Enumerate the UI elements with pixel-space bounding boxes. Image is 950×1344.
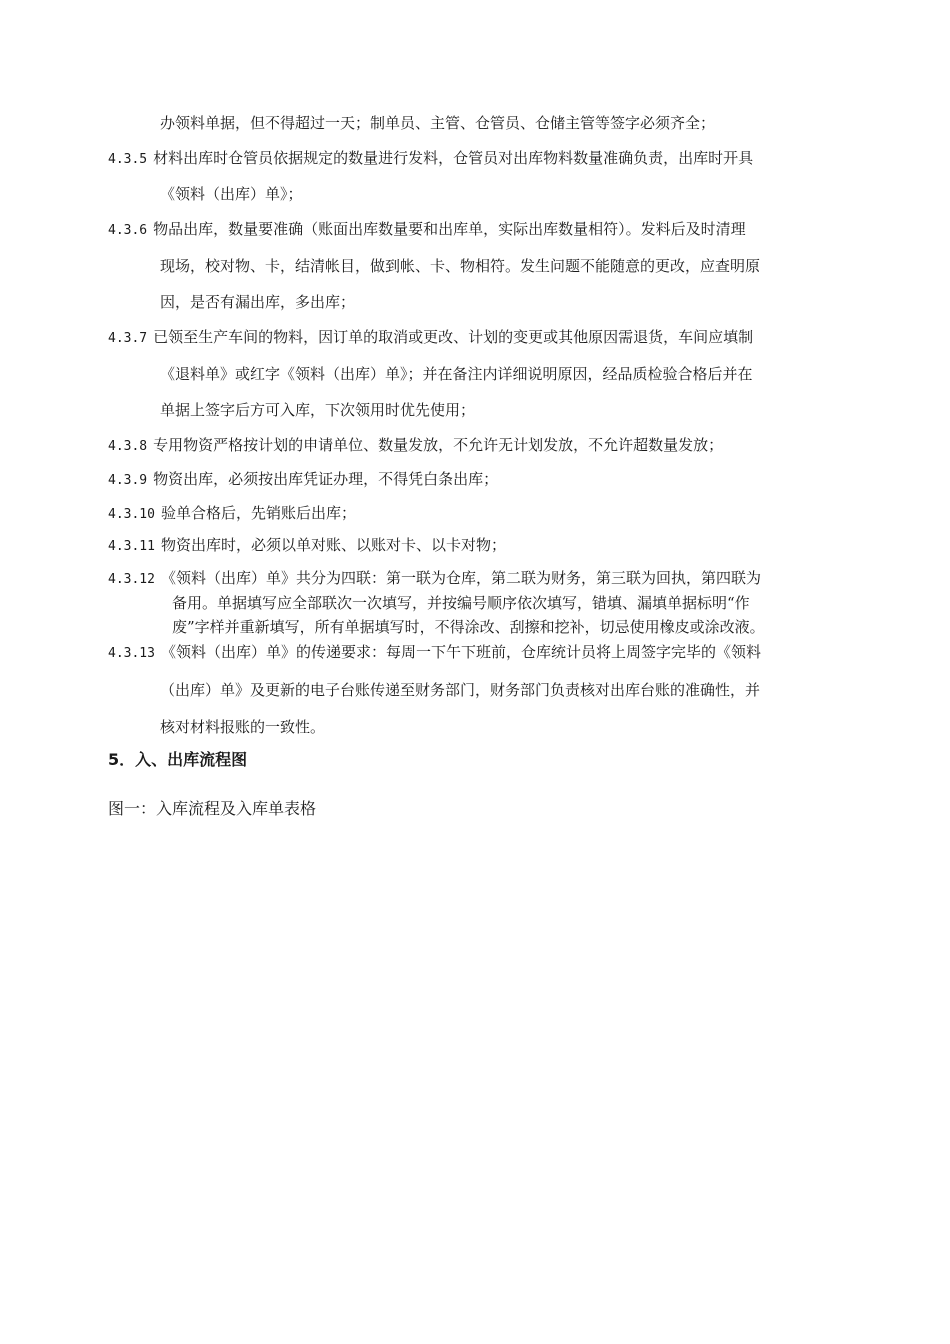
item-number: 4.3.12 [108, 572, 155, 587]
item-number: 4.3.13 [108, 646, 155, 661]
item-4-3-13 [108, 642, 761, 664]
item-number: 4.3.9 [108, 473, 148, 488]
item-text: 物资出库时，必须以单对账、以账对卡、以卡对物； [160, 536, 506, 554]
item-line [160, 680, 760, 700]
item-text: 现场，校对物、卡，结清帐目，做到帐、卡、物相符。发生问题不能随意的更改，应查明原 [160, 257, 761, 275]
item-4-3-11 [108, 535, 506, 557]
item-line [172, 617, 765, 637]
item-line [160, 292, 355, 312]
item-text: 核对材料报账的一致性。 [160, 718, 326, 736]
item-text: 材料出库时仓管员依据规定的数量进行发料，仓管员对出库物料数量准确负责，出库时开具 [153, 149, 754, 167]
item-number: 4.3.10 [108, 507, 155, 522]
item-number: 4.3.8 [108, 439, 148, 454]
item-text: 已领至生产车间的物料，因订单的取消或更改、计划的变更或其他原因需退货，车间应填制 [153, 328, 754, 346]
item-text: 因，是否有漏出库，多出库； [160, 293, 356, 311]
item-text: 办领料单据，但不得超过一天；制单员、主管、仓管员、仓储主管等签字必须齐全； [160, 114, 716, 132]
item-4-3-9 [108, 469, 498, 491]
item-text: 备用。单据填写应全部联次一次填写，并按编号顺序依次填写，错填、漏填单据标明“作 [172, 594, 750, 612]
item-text: 单据上签字后方可入库，下次领用时优先使用； [160, 401, 476, 419]
item-number: 4.3.11 [108, 539, 155, 554]
section-heading: 5．入、出库流程图 [108, 750, 248, 769]
item-line [160, 364, 753, 384]
item-4-3-6 [108, 219, 746, 241]
item-line [160, 184, 303, 204]
item-line [160, 717, 325, 737]
item-text: 物资出库，必须按出库凭证办理，不得凭白条出库； [153, 470, 499, 488]
item-text: 《领料（出库）单》共分为四联：第一联为仓库，第二联为财务，第三联为回执，第四联为 [160, 569, 761, 587]
figure-caption: 图一：入库流程及入库单表格 [108, 799, 317, 818]
item-4-3-10 [108, 503, 356, 525]
item-text: 验单合格后，先销账后出库； [160, 504, 356, 522]
item-text: 《领料（出库）单》的传递要求：每周一下午下班前，仓库统计员将上周签字完毕的《领料 [160, 643, 761, 661]
item-number: 4.3.7 [108, 331, 148, 346]
item-text: 物品出库，数量要准确（账面出库数量要和出库单，实际出库数量相符）。发料后及时清理 [153, 220, 746, 238]
item-text: 废”字样并重新填写，所有单据填写时，不得涂改、刮擦和挖补，切忌使用橡皮或涂改液。 [172, 618, 765, 636]
item-text: 《领料（出库）单》； [160, 185, 303, 203]
item-line [160, 113, 715, 133]
item-4-3-5 [108, 148, 753, 170]
item-number: 4.3.5 [108, 152, 148, 167]
item-4-3-12 [108, 568, 761, 590]
item-4-3-8 [108, 435, 723, 457]
item-text: 专用物资严格按计划的申请单位、数量发放，不允许无计划发放，不允许超数量发放； [153, 436, 724, 454]
item-line [160, 256, 760, 276]
item-line [160, 400, 475, 420]
item-number: 4.3.6 [108, 223, 148, 238]
item-text: 《退料单》或红字《领料（出库）单》；并在备注内详细说明原因，经品质检验合格后并在 [160, 365, 753, 383]
item-4-3-7 [108, 327, 753, 349]
item-line [172, 593, 750, 613]
item-text: （出库）单》及更新的电子台账传递至财务部门，财务部门负责核对出库台账的准确性，并 [160, 681, 761, 699]
